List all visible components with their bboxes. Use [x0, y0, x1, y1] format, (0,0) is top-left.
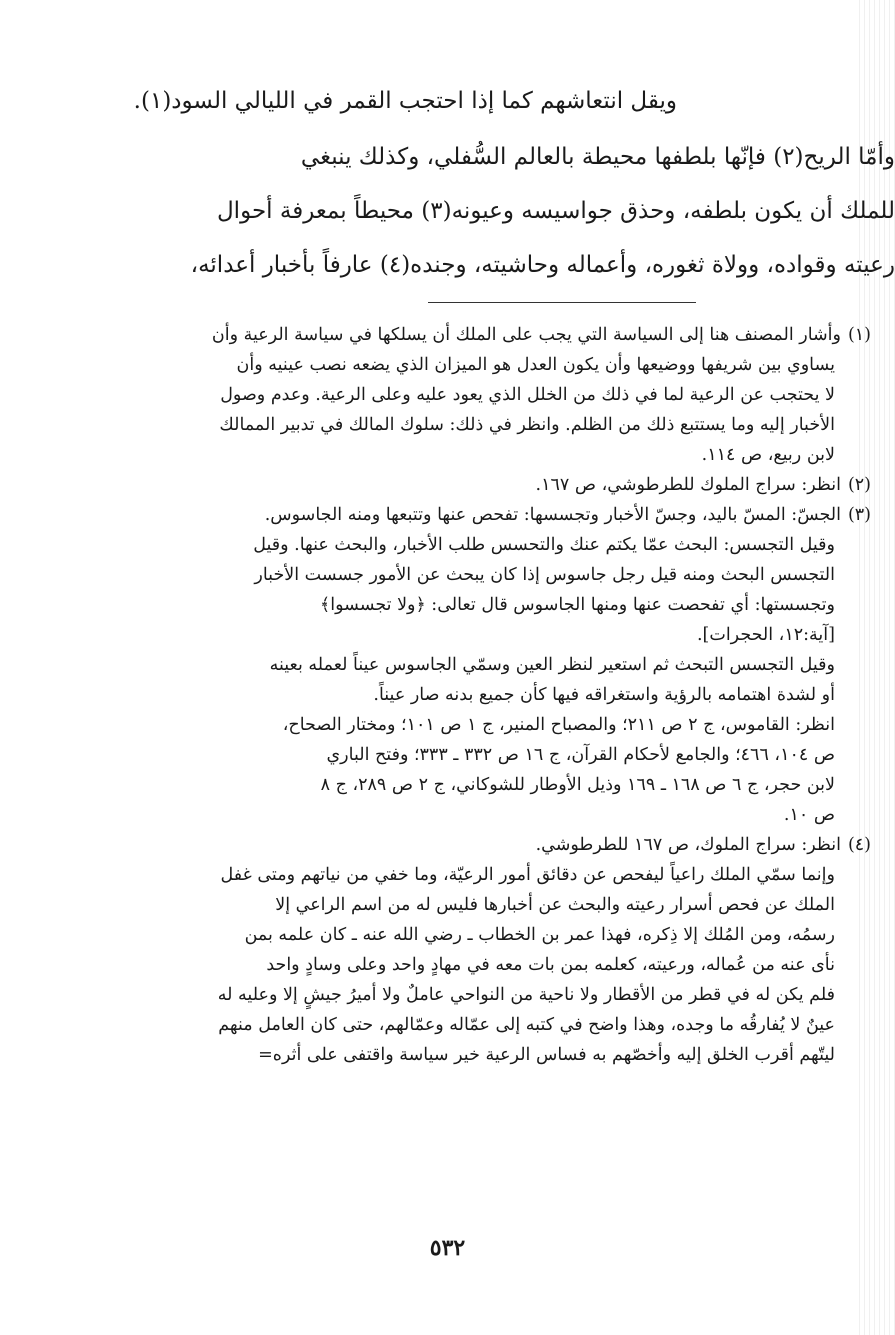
footnote-number: (٣) — [847, 505, 871, 525]
footnote-line: نأى عنه من عُماله، ورعيته، كعلمه بمن بات معه في مهادٍ واحد وعلى وسادٍ واحد — [266, 955, 835, 975]
main-paragraph-2 — [8, 130, 895, 292]
footnote-line: يساوي بين شريفها ووضيعها وأن يكون العدل هو الميزان الذي يضعه نصب عينيه وأن — [236, 355, 835, 375]
footnote-line: (٢)انظر: سراج الملوك للطرطوشي، ص ١٦٧. — [8, 470, 871, 500]
footnote-1 — [8, 320, 871, 470]
footnote-line: (١)وأشار المصنف هنا إلى السياسة التي يجب على الملك أن يسلكها في سياسة الرعية وأن — [8, 320, 871, 350]
footnote-line: التجسس البحث ومنه قيل رجل جاسوس إذا كان يبحث عن الأمور جسست الأخبار — [254, 565, 835, 585]
footnote-line: [آية:١٢، الحجرات]. — [696, 625, 835, 645]
footnote-line: الملك عن فحص أسرار رعيته والبحث عن أخبارها فليس له من اسم الراعي إلا — [275, 895, 835, 915]
footnote-line: لابن ربيع، ص ١١٤. — [701, 445, 835, 465]
footnote-line: وتجسستها: أي تفحصت عنها ومنها الجاسوس قال تعالى: ﴿ولا تجسسوا﴾ — [319, 595, 835, 615]
footnote-line: رسمُه، ومن المُلك إلا ذِكره، فهذا عمر بن الخطاب ـ رضي الله عنه ـ كان علمه بمن — [244, 925, 835, 945]
page-number: ٥٣٢ — [429, 1235, 466, 1261]
main-paragraph-1 — [70, 74, 677, 128]
footnote-line: لابن حجر، ج ٦ ص ١٦٨ ـ ١٦٩ وذيل الأوطار للشوكاني، ج ٢ ص ٢٨٩، ج ٨ — [320, 775, 835, 795]
footnote-line: وقيل التجسس التبحث ثم استعير لنظر العين وسمّي الجاسوس عيناً لعمله بعينه — [269, 655, 835, 675]
footnote-4 — [8, 830, 871, 1070]
footnote-2 — [8, 470, 871, 500]
main-line: للملك أن يكون بلطفه، وحذق جواسيسه وعيونه(٣) محيطاً بمعرفة أحوال — [216, 198, 895, 224]
footnote-line: أو لشدة اهتمامه بالرؤية واستغراقه فيها كأن جميع بدنه صار عيناً. — [373, 685, 835, 705]
main-line: ويقل انتعاشهم كما إذا احتجب القمر في الليالي السود(١). — [133, 88, 677, 114]
footnote-line: ص ١٠. — [783, 805, 835, 825]
main-line: وأمّا الريح(٢) فإنّها بلطفها محيطة بالعالم السُّفلي، وكذلك ينبغي — [300, 144, 895, 170]
footnote-line: فلم يكن له في قطر من الأقطار ولا ناحية من النواحي عاملٌ ولا أميرُ جيشٍ إلا وعليه له — [217, 985, 835, 1005]
footnote-line: وإنما سمّي الملك راعياً ليفحص عن دقائق أمور الرعيّة، وما خفي من نياتهم ومتى غفل — [220, 865, 835, 885]
footnote-line: ص ١٠٤، ٤٦٦؛ والجامع لأحكام القرآن، ج ١٦ ص ٣٣٢ ـ ٣٣٣؛ وفتح الباري — [326, 745, 835, 765]
footnote-line: وقيل التجسس: البحث عمّا يكتم عنك والتحسس طلب الأخبار، والبحث عنها. وقيل — [253, 535, 835, 555]
footnote-3 — [8, 500, 871, 830]
footnote-line: انظر: القاموس، ج ٢ ص ٢١١؛ والمصباح المنير، ج ١ ص ١٠١؛ ومختار الصحاح، — [282, 715, 835, 735]
footnote-number: (٤) — [847, 835, 871, 855]
footnote-line: (٤)انظر: سراج الملوك، ص ١٦٧ للطرطوشي. — [8, 830, 871, 860]
footnote-separator — [428, 302, 696, 303]
main-line: رعيته وقواده، وولاة ثغوره، وأعماله وحاشيته، وجنده(٤) عارفاً بأخبار أعدائه، — [190, 252, 895, 278]
footnote-line: (٣)الجسّ: المسّ باليد، وجسّ الأخبار وتجسسها: تفحص عنها وتتبعها ومنه الجاسوس. — [8, 500, 871, 530]
footnote-line: لا يحتجب عن الرعية لما في ذلك من الخلل الذي يعود عليه وعلى الرعية. وعدم وصول — [220, 385, 835, 405]
footnote-number: (١) — [847, 325, 871, 345]
footnotes — [8, 320, 871, 1070]
footnote-number: (٢) — [847, 475, 871, 495]
footnote-line: عينٌ لا يُفارقُه ما وجده، وهذا واضح في كتبه إلى عمّاله وعمّالهم، حتى كان العامل منهم — [218, 1015, 835, 1035]
footnote-line: الأخبار إليه وما يستتبع ذلك من الظلم. وانظر في ذلك: سلوك المالك في تدبير الممالك — [219, 415, 835, 435]
footnote-line: ليتّهم أقرب الخلق إليه وأخصّهم به فساس الرعية خير سياسة واقتفى على أثره= — [258, 1045, 835, 1065]
